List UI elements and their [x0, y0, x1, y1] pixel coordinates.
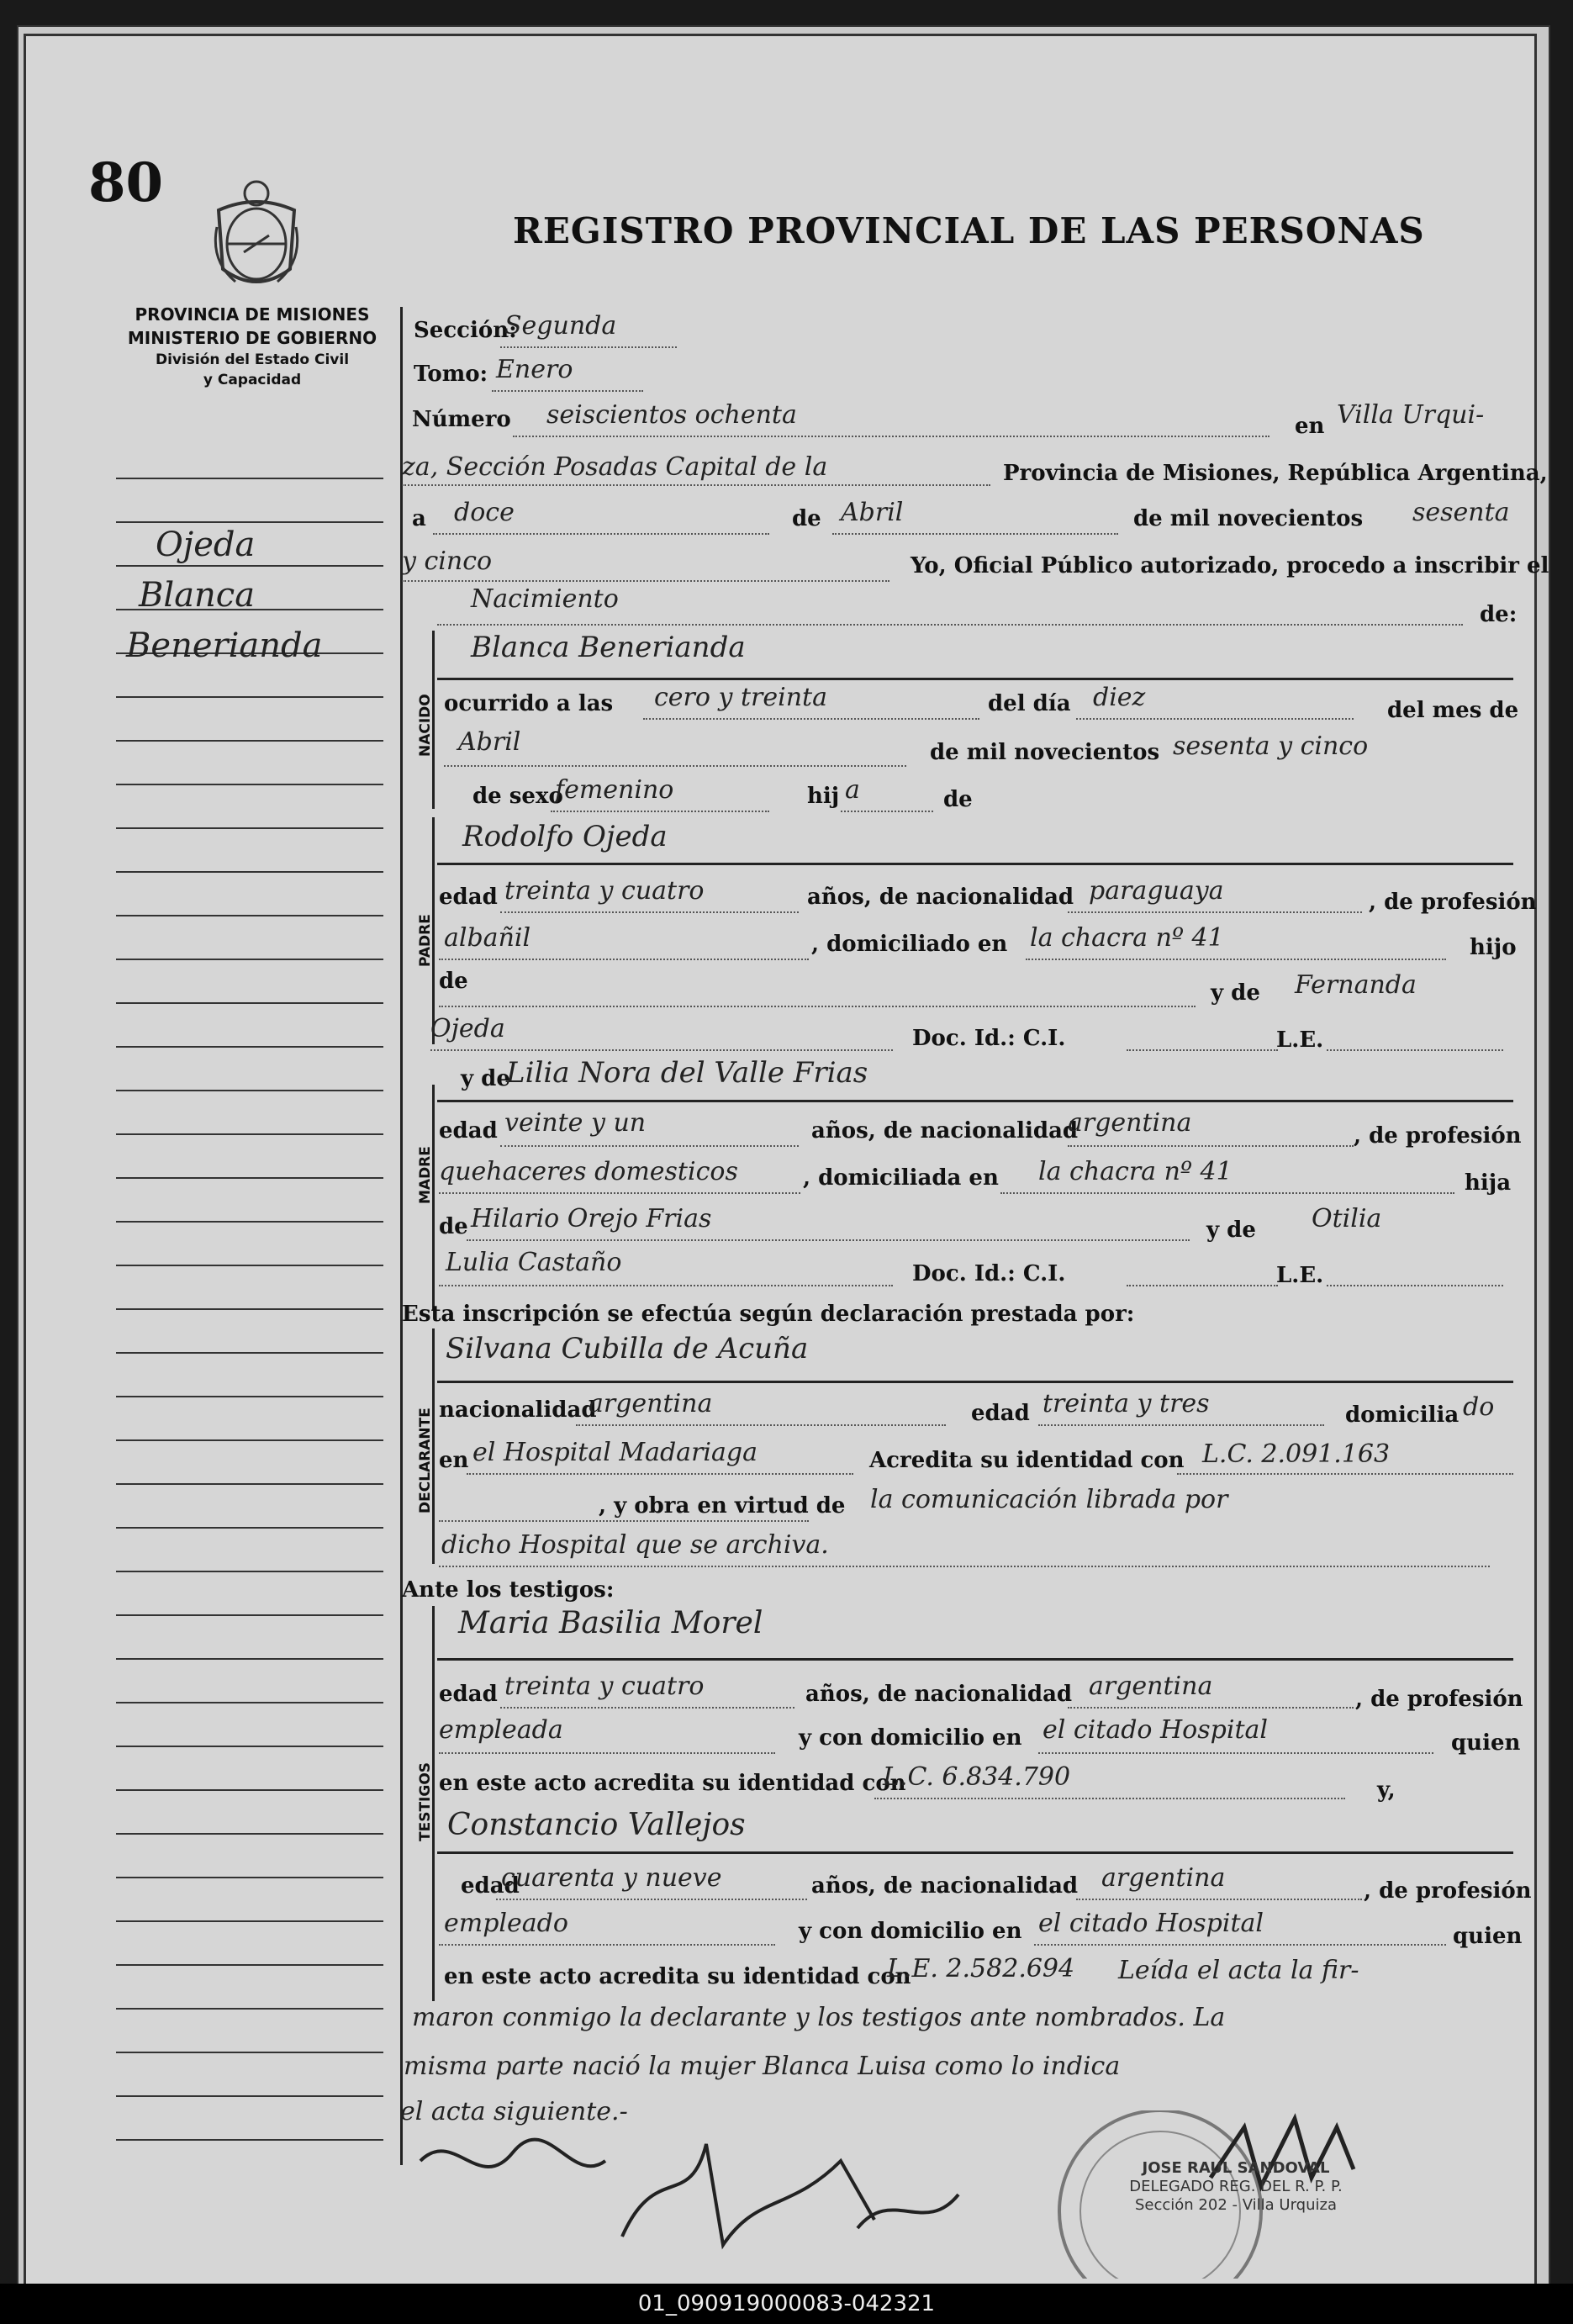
- fill-line: [1034, 1944, 1446, 1946]
- value-madre-madre: Otilia: [1312, 1204, 1382, 1233]
- label-hija: hija: [1465, 1170, 1512, 1196]
- value-t1-dom: el citado Hospital: [1043, 1715, 1268, 1745]
- fill-line: [439, 959, 809, 960]
- label-de-mil: de mil novecientos: [1133, 506, 1364, 531]
- label-doc-id: Doc. Id.: C.I.: [912, 1261, 1066, 1286]
- label-seccion: Sección:: [414, 318, 517, 343]
- value-decl-en: el Hospital Madariaga: [472, 1438, 757, 1467]
- margin-rule: [116, 784, 383, 785]
- label-domiciliada: , domiciliada en: [803, 1165, 999, 1191]
- margin-rule: [116, 478, 383, 479]
- section-label-nacido: NACIDO: [417, 694, 434, 757]
- section-label-madre: MADRE: [417, 1146, 434, 1204]
- value-t2-id: L.E. 2.582.694: [887, 1954, 1075, 1983]
- authority-line: División del Estado Civil: [155, 351, 350, 368]
- fill-line: [1068, 911, 1362, 913]
- section-rule: [437, 1100, 1513, 1102]
- fill-line: [467, 1239, 1190, 1241]
- value-madre-nac: argentina: [1068, 1108, 1192, 1138]
- section-label-padre: PADRE: [417, 914, 434, 967]
- authority-line: y Capacidad: [203, 372, 302, 388]
- authority-line: MINISTERIO DE GOBIERNO: [127, 328, 377, 348]
- value-padre-madre2: Ojeda: [430, 1014, 505, 1043]
- coat-of-arms-icon: [210, 177, 303, 294]
- fill-line: [500, 911, 799, 913]
- issuing-authority: [109, 303, 395, 390]
- margin-rule: [116, 1046, 383, 1048]
- fill-line: [492, 390, 643, 392]
- label-y-de: y de: [1211, 980, 1260, 1006]
- margin-rule: [116, 1177, 383, 1179]
- margin-rule: [116, 1090, 383, 1091]
- label-domicilia: domicilia: [1345, 1402, 1460, 1428]
- value-cierre3: misma parte nació la mujer Blanca Luisa como lo indica: [404, 2052, 1121, 2081]
- label-anios-nac: años, de nacionalidad: [811, 1873, 1079, 1899]
- value-cierre2: maron conmigo la declarante y los testigos ante nombrados. La: [412, 2003, 1226, 2032]
- label-de-profesion: , de profesión: [1364, 1878, 1532, 1904]
- value-dia: doce: [454, 498, 515, 527]
- fill-line: [402, 580, 889, 582]
- value-decl-obra: la comunicación librada por: [870, 1485, 1228, 1514]
- value-decl-edad: treinta y tres: [1043, 1389, 1210, 1418]
- official-name: JOSE RAUL SANDOVAL: [1142, 2159, 1330, 2177]
- section-rule: [437, 1851, 1513, 1854]
- label-le: L.E.: [1276, 1263, 1324, 1288]
- value-madre-padre: Hilario Orejo Frias: [471, 1204, 712, 1233]
- fill-line: [1177, 1473, 1513, 1475]
- margin-rule: [116, 1265, 383, 1266]
- margin-rule: [116, 1439, 383, 1441]
- official-title: DELEGADO REG. DEL R. P. P.: [1129, 2178, 1343, 2195]
- margin-rule: [116, 2008, 383, 2010]
- label-acredita: Acredita su identidad con: [869, 1448, 1185, 1473]
- value-tomo: Enero: [496, 355, 573, 384]
- value-t1-prof: empleada: [439, 1715, 563, 1745]
- margin-rule: [116, 1833, 383, 1835]
- fill-line: [551, 811, 769, 812]
- section-rule: [437, 1381, 1513, 1383]
- label-de-profesion: , de profesión: [1354, 1123, 1522, 1149]
- fill-line: [513, 436, 1269, 437]
- value-madre-dom: la chacra nº 41: [1038, 1157, 1233, 1186]
- value-t2-prof: empleado: [444, 1909, 568, 1938]
- value-madre: Lilia Nora del Valle Frias: [506, 1056, 868, 1090]
- margin-rule: [116, 1877, 383, 1878]
- value-en: Villa Urqui-: [1337, 400, 1485, 430]
- margin-rule: [116, 1396, 383, 1397]
- value-padre-madre: Fernanda: [1295, 970, 1417, 1000]
- fill-line: [841, 811, 933, 812]
- fill-line: [1327, 1285, 1503, 1286]
- label-de-sexo: de sexo: [472, 784, 563, 809]
- margin-rule: [116, 1483, 383, 1485]
- value-sexo: femenino: [555, 775, 674, 805]
- label-acredita2: en este acto acredita su identidad con: [439, 1771, 906, 1796]
- value-madre-prof: quehaceres domesticos: [439, 1157, 738, 1186]
- fill-line: [439, 1752, 775, 1754]
- value-nombre: Blanca Benerianda: [471, 631, 746, 664]
- section-rule: [437, 1658, 1513, 1661]
- label-obra: , y obra en virtud de: [599, 1493, 846, 1519]
- value-decl-nac: argentina: [589, 1389, 713, 1418]
- label-de: de: [792, 506, 821, 531]
- fill-line: [1038, 1424, 1324, 1426]
- value-padre-edad: treinta y cuatro: [504, 876, 705, 906]
- label-ocurrido: ocurrido a las: [444, 691, 614, 716]
- fill-line: [500, 1707, 794, 1709]
- margin-rule: [116, 1746, 383, 1747]
- label-hij: hij: [807, 784, 840, 809]
- label-de-profesion: , de profesión: [1369, 890, 1537, 915]
- value-decl-obra2: dicho Hospital que se archiva.: [441, 1530, 829, 1560]
- margin-rule: [116, 1964, 383, 1966]
- label-del-mes: del mes de: [1387, 698, 1519, 723]
- margin-rule: [116, 1308, 383, 1310]
- value-acto: Nacimiento: [471, 584, 619, 614]
- fill-line: [439, 1192, 800, 1194]
- value-dia-n: diez: [1093, 683, 1146, 712]
- label-acredita2: en este acto acredita su identidad con: [444, 1964, 911, 1989]
- margin-rule: [116, 1614, 383, 1616]
- margin-rule: [116, 1002, 383, 1004]
- value-cierre4: el acta siguiente.-: [400, 2097, 628, 2126]
- margin-divider: [400, 307, 403, 2165]
- value-t2-dom: el citado Hospital: [1038, 1909, 1264, 1938]
- value-t2-nac: argentina: [1101, 1863, 1226, 1893]
- label-del-dia: del día: [988, 691, 1071, 716]
- fill-line: [874, 1798, 1345, 1799]
- value-mes: Abril: [841, 498, 904, 527]
- margin-rule: [116, 740, 383, 742]
- label-edad2: edad: [971, 1401, 1030, 1426]
- label-domiciliado: , domiciliado en: [811, 932, 1008, 957]
- fill-line: [643, 718, 979, 720]
- fill-line: [500, 346, 677, 348]
- margin-rule: [116, 565, 383, 567]
- official-stamp: [1101, 2159, 1370, 2215]
- label-doc-id: Doc. Id.: C.I.: [912, 1026, 1066, 1051]
- margin-rule: [116, 959, 383, 960]
- value-t2-edad: cuarenta y nueve: [501, 1863, 722, 1893]
- label-anios-nac: años, de nacionalidad: [805, 1682, 1073, 1707]
- value-t1-nac: argentina: [1089, 1672, 1213, 1701]
- value-testigo1: Maria Basilia Morel: [458, 1606, 763, 1640]
- label-edad: edad: [439, 1118, 498, 1144]
- fill-line: [437, 624, 1463, 626]
- fill-line: [1068, 1145, 1354, 1147]
- label-declaracion: Esta inscripción se efectúa según declaración prestada por:: [402, 1302, 1135, 1327]
- fill-line: [1327, 1049, 1503, 1051]
- value-hij: a: [845, 775, 860, 805]
- fill-line: [500, 1145, 799, 1147]
- fill-line: [1127, 1285, 1278, 1286]
- page-number: 80: [88, 151, 164, 214]
- value-t1-edad: treinta y cuatro: [504, 1672, 705, 1701]
- value-madre-madre2: Lulia Castaño: [446, 1248, 622, 1277]
- fill-line: [1000, 1192, 1454, 1194]
- label-edad: edad: [461, 1873, 520, 1899]
- margin-note: Ojeda: [156, 526, 256, 564]
- margin-rule: [116, 1352, 383, 1354]
- fill-line: [1068, 1707, 1354, 1709]
- margin-note: Blanca: [139, 576, 256, 615]
- label-nacionalidad: nacionalidad: [439, 1397, 597, 1423]
- label-y-de2: y de: [461, 1066, 510, 1091]
- label-de3: de: [439, 969, 468, 994]
- margin-rule: [116, 2052, 383, 2053]
- margin-rule: [116, 2139, 383, 2141]
- value-cierre1: Leída el acta la fir-: [1118, 1956, 1359, 1985]
- label-anios-nac: años, de nacionalidad: [807, 885, 1074, 910]
- value-madre-edad: veinte y un: [504, 1108, 647, 1138]
- label-de-colon: de:: [1480, 602, 1518, 627]
- value-anio-n: sesenta y cinco: [1173, 732, 1369, 761]
- fill-line: [467, 1473, 853, 1475]
- value-mes-n: Abril: [458, 727, 521, 757]
- section-rule: [437, 678, 1513, 680]
- margin-rule: [116, 696, 383, 698]
- label-en2: en: [439, 1448, 469, 1473]
- fill-line: [439, 1944, 775, 1946]
- authority-line: PROVINCIA DE MISIONES: [135, 304, 370, 325]
- margin-rule: [116, 871, 383, 873]
- margin-rule: [116, 521, 383, 523]
- value-anio2: y cinco: [402, 547, 493, 576]
- value-t1-id: L.C. 6.834.790: [883, 1762, 1071, 1792]
- label-y-de: y de: [1206, 1217, 1256, 1243]
- fill-line: [1026, 959, 1446, 960]
- margin-note: Benerianda: [126, 626, 323, 665]
- image-identifier: 01_090919000083-042321: [0, 2284, 1573, 2324]
- label-de-profesion: , de profesión: [1355, 1687, 1523, 1712]
- fill-line: [439, 1566, 1490, 1567]
- label-le: L.E.: [1276, 1027, 1324, 1053]
- value-en2: za, Sección Posadas Capital de la: [402, 452, 828, 482]
- value-hora: cero y treinta: [654, 683, 827, 712]
- fill-line: [433, 533, 769, 535]
- fill-line: [832, 533, 1118, 535]
- fill-line: [1076, 1899, 1362, 1900]
- margin-rule: [116, 1920, 383, 1922]
- document-title: REGISTRO PROVINCIAL DE LAS PERSONAS: [513, 210, 1425, 251]
- label-con-domicilio: y con domicilio en: [799, 1725, 1022, 1751]
- fill-line: [444, 765, 906, 767]
- fill-line: [1127, 1049, 1278, 1051]
- margin-rule: [116, 1571, 383, 1572]
- value-padre-nac: paraguaya: [1089, 876, 1224, 906]
- value-padre-dom: la chacra nº 41: [1030, 923, 1224, 953]
- value-anio: sesenta: [1412, 498, 1510, 527]
- margin-rule: [116, 1527, 383, 1529]
- margin-rule: [116, 1702, 383, 1703]
- fill-line: [439, 1285, 893, 1286]
- label-de-mil2: de mil novecientos: [930, 740, 1160, 765]
- label-en: en: [1295, 414, 1325, 439]
- margin-rule: [116, 1658, 383, 1660]
- value-declarante: Silvana Cubilla de Acuña: [446, 1332, 809, 1365]
- value-padre-prof: albañil: [444, 923, 531, 953]
- fill-line: [430, 1049, 893, 1051]
- margin-rule: [116, 1221, 383, 1223]
- label-a: a: [412, 506, 426, 531]
- fill-line: [576, 1424, 946, 1426]
- section-label-declarante: DECLARANTE: [417, 1408, 434, 1513]
- margin-rule: [116, 915, 383, 916]
- margin-rule: [116, 1789, 383, 1791]
- value-decl-id: L.C. 2.091.163: [1202, 1439, 1391, 1469]
- label-de2: de: [943, 787, 973, 812]
- label-y-coma: y,: [1377, 1777, 1396, 1803]
- label-edad: edad: [439, 885, 498, 910]
- value-padre: Rodolfo Ojeda: [462, 820, 668, 853]
- label-numero: Número: [412, 407, 511, 432]
- value-decl-dom: do: [1463, 1392, 1495, 1422]
- section-label-testigos: TESTIGOS: [417, 1761, 434, 1841]
- label-hijo: hijo: [1470, 935, 1517, 960]
- label-provincia: Provincia de Misiones, República Argentina,: [1003, 461, 1548, 486]
- value-seccion: Segunda: [504, 311, 617, 341]
- fill-line: [1038, 1752, 1433, 1754]
- label-quien: quien: [1451, 1730, 1521, 1756]
- fill-line: [439, 1006, 1196, 1007]
- fill-line: [402, 484, 990, 486]
- value-numero: seiscientos ochenta: [546, 400, 797, 430]
- margin-rule: [116, 1133, 383, 1135]
- label-edad: edad: [439, 1682, 498, 1707]
- margin-rule: [116, 2095, 383, 2097]
- label-ante: Ante los testigos:: [402, 1577, 615, 1603]
- label-anios-nac: años, de nacionalidad: [811, 1118, 1079, 1144]
- fill-line: [496, 1899, 807, 1900]
- value-testigo2: Constancio Vallejos: [447, 1808, 746, 1842]
- label-oficial: Yo, Oficial Público autorizado, procedo a inscribir el: [911, 553, 1549, 578]
- label-con-domicilio: y con domicilio en: [799, 1919, 1022, 1944]
- fill-line: [439, 1520, 809, 1522]
- section-rule: [437, 863, 1513, 865]
- label-quien: quien: [1453, 1924, 1523, 1949]
- label-tomo: Tomo:: [414, 362, 488, 387]
- label-de3: de: [439, 1214, 468, 1239]
- official-section: Sección 202 - Villa Urquiza: [1135, 2196, 1337, 2214]
- fill-line: [1076, 718, 1354, 720]
- margin-rule: [116, 827, 383, 829]
